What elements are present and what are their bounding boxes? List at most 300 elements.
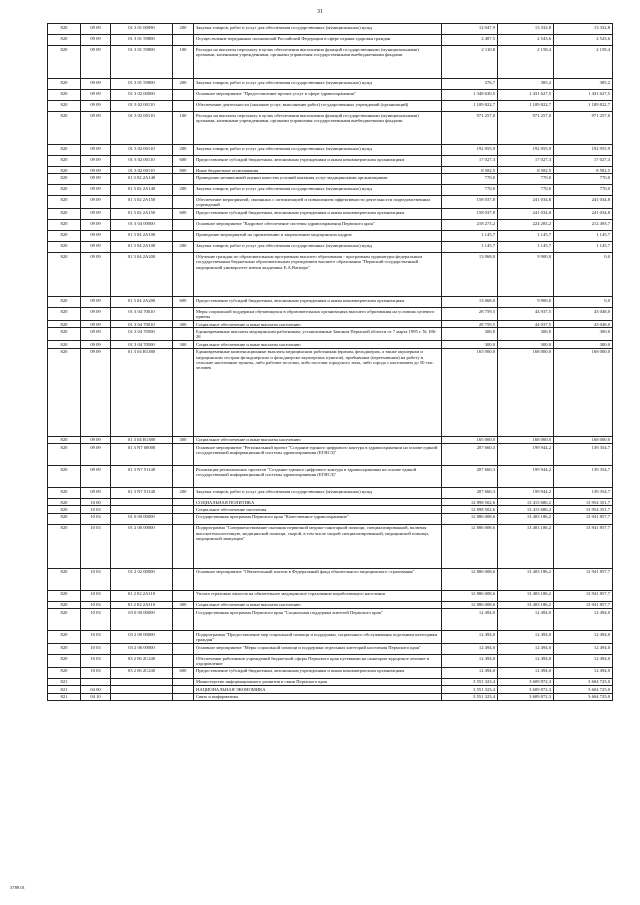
row-name: СОЦИАЛЬНАЯ ПОЛИТИКА [194,499,442,506]
row-amount-year3: 3 604 725,0 [554,686,613,693]
row-grbs: 820 [48,348,81,436]
row-target-article: 01 2 02 00000 [111,568,173,590]
table-row [48,35,613,46]
row-amount-year1: 300,0 [442,328,498,341]
row-amount-year2: 168 000,0 [498,436,554,443]
row-section: 09 09 [81,112,111,145]
row-amount-year2: 300,0 [498,328,554,341]
row-name: Предоставление субсидий бюджетным, автономным учреждениям и иным некоммерческим организациям [194,209,442,220]
row-amount-year2: 3 609 872,3 [498,693,554,700]
row-expense-type [173,693,194,700]
row-amount-year1: 12 494,0 [442,667,498,678]
row-target-article: 01 2 02 2А110 [111,601,173,608]
row-name: Единовременные выплаты медицинским работникам, установленные Законом Пермской области от 7 марта 1995 г. № 186-28 [194,328,442,341]
row-amount-year2: 13 415 680,2 [498,499,554,506]
row-section: 10 03 [81,644,111,655]
row-target-article: 01 3 02 2А150 [111,196,173,209]
table-row [48,308,613,321]
row-grbs: 820 [48,631,81,644]
table-row [48,90,613,101]
row-expense-type [173,686,194,693]
row-name: Обучение граждан по образовательным программам высшего образования - программам ординатуры федеральным государственным бюджетным образовательным учреждением высшего образования "Пермский государственный медицинский университет имени академика Е.А.Вагнера" [194,253,442,297]
row-target-article: 01 3 04 70500 [111,328,173,341]
row-expense-type [173,590,194,601]
row-amount-year2: 199 944,2 [498,488,554,499]
table-row [48,253,613,297]
row-amount-year2: 9 900,0 [498,297,554,308]
row-section: 09 09 [81,167,111,174]
row-section: 09 09 [81,328,111,341]
row-amount-year2: 44 937,5 [498,308,554,321]
row-amount-year2: 2 158,4 [498,46,554,79]
row-section: 10 03 [81,513,111,524]
row-expense-type: 300 [173,436,194,443]
row-amount-year2: 241 034,8 [498,209,554,220]
row-grbs: 820 [48,101,81,112]
row-name: Закупка товаров, работ и услуг для обеспечения государственных (муниципальных) нужд [194,24,442,35]
row-amount-year3: 168 000,0 [554,436,613,443]
row-section: 10 03 [81,601,111,608]
row-name: Подпрограмма "Предоставление мер социальной помощи и поддержки, социального обслуживания отдельным категориям граждан" [194,631,442,644]
row-amount-year1: 12 886 008,6 [442,524,498,568]
row-amount-year3: 241 034,8 [554,196,613,209]
row-grbs: 820 [48,167,81,174]
table-row [48,220,613,231]
row-section: 10 03 [81,609,111,631]
row-amount-year1: 207 660,3 [442,444,498,466]
row-section: 10 03 [81,667,111,678]
row-grbs: 820 [48,297,81,308]
row-section: 09 09 [81,444,111,466]
row-grbs: 820 [48,242,81,253]
row-target-article: 01 3 02 2А140 [111,185,173,196]
row-amount-year1: 165 000,0 [442,348,498,436]
row-grbs: 820 [48,253,81,297]
row-amount-year1: 1 145,7 [442,242,498,253]
row-target-article: 01 3 02 2А150 [111,209,173,220]
row-expense-type: 200 [173,145,194,156]
row-amount-year1: 12 494,0 [442,644,498,655]
row-amount-year1: 770,0 [442,174,498,185]
row-amount-year3: 770,0 [554,174,613,185]
row-expense-type: 600 [173,667,194,678]
row-amount-year3: 212 493,7 [554,220,613,231]
row-amount-year1: 12 494,0 [442,655,498,668]
row-amount-year3: 0,0 [554,297,613,308]
row-amount-year3: 1 145,7 [554,231,613,242]
table-row [48,644,613,655]
row-amount-year1: 300,0 [442,341,498,348]
row-name: Расходы на выплаты персоналу в целях обеспечения выполнения функций государственными (муниципальными) органами, казенными учреждениями, органами управления государственными внебюджетными фондами [194,46,442,79]
table-row [48,79,613,90]
row-name: Закупка товаров, работ и услуг для обеспечения государственных (муниципальных) нужд [194,145,442,156]
row-amount-year3: 43 048,0 [554,308,613,321]
row-amount-year2: 13 403 186,2 [498,601,554,608]
row-section: 10 03 [81,524,111,568]
row-grbs: 820 [48,308,81,321]
table-row [48,499,613,506]
table-row [48,231,613,242]
row-name: Расходы на выплаты персоналу в целях обеспечения выполнения функций государственными (муниципальными) органами, казенными учреждениями, органами управления государственными внебюджетными фондами [194,112,442,145]
row-amount-year3: 1 145,7 [554,242,613,253]
table-row [48,466,613,488]
row-name: Предоставление субсидий бюджетным, автономным учреждениям и иным некоммерческим организациям [194,156,442,167]
row-section: 09 09 [81,185,111,196]
footer-code: 3789.01 [10,885,25,890]
row-section: 09 09 [81,79,111,90]
row-name: Подпрограмма "Совершенствование оказания первичной медико-санитарной помощи, специализированной, включая высокотехнологичную, медицинской помощи, скорой, в том числе скорой специализированной, медицинской помощи, медицинской эвакуации" [194,524,442,568]
row-grbs: 820 [48,156,81,167]
row-grbs: 820 [48,24,81,35]
row-expense-type: 300 [173,321,194,328]
row-amount-year3: 12 494,0 [554,609,613,631]
row-section: 09 09 [81,174,111,185]
row-amount-year3: 168 000,0 [554,348,613,436]
row-amount-year2: 13 403 186,2 [498,590,554,601]
table-row [48,167,613,174]
row-amount-year3: 13 941 857,7 [554,601,613,608]
row-target-article: 01 3 04 2А100 [111,231,173,242]
table-row [48,185,613,196]
row-amount-year2: 1 145,7 [498,242,554,253]
row-amount-year2: 12 494,0 [498,644,554,655]
row-grbs: 820 [48,341,81,348]
row-grbs: 821 [48,693,81,700]
row-section: 10 00 [81,499,111,506]
row-amount-year1: 12 047,9 [442,24,498,35]
row-name: Проведение мероприятий по привлечению и закреплению медицинских кадров [194,231,442,242]
row-name: Единовременные компенсационные выплаты медицинским работникам (врачам, фельдшерам, а также акушеркам и медицинским сестрам фельдшерских и фельдшерско-акушерских пунктов), прибывшим (переехавшим) на работу в сельские населенные пункты, либо рабочие поселки, либо поселки городского типа, либо города с населением до 50 тыс. человек [194,348,442,436]
row-amount-year1: 3 551 323,4 [442,678,498,685]
row-amount-year1: 158 037,8 [442,209,498,220]
row-name: Закупка товаров, работ и услуг для обеспечения государственных (муниципальных) нужд [194,79,442,90]
row-grbs: 820 [48,436,81,443]
row-amount-year1: 192 955,9 [442,145,498,156]
row-target-article: 01 3 04 00000 [111,220,173,231]
row-section [81,678,111,685]
row-target-article: 01 3 01 59800 [111,46,173,79]
row-amount-year1: 1 145,7 [442,231,498,242]
row-amount-year3: 12 494,0 [554,667,613,678]
row-expense-type: 600 [173,297,194,308]
row-expense-type: 600 [173,156,194,167]
row-amount-year2: 9 900,0 [498,253,554,297]
row-grbs: 820 [48,524,81,568]
table-row [48,524,613,568]
row-target-article: 01 2 02 2А110 [111,590,173,601]
row-target-article: 01 3 04 R1380 [111,436,173,443]
row-expense-type: 200 [173,185,194,196]
row-amount-year1: 376,7 [442,79,498,90]
row-name: Министерство информационного развития и связи Пермского края [194,678,442,685]
row-grbs: 821 [48,686,81,693]
row-amount-year2: 13 403 186,2 [498,513,554,524]
row-section: 09 09 [81,297,111,308]
row-expense-type: 100 [173,46,194,79]
row-target-article: 03 2 00 00000 [111,631,173,644]
table-row [48,328,613,341]
table-row [48,678,613,685]
row-amount-year2: 17 027,3 [498,156,554,167]
table-row [48,590,613,601]
row-amount-year2: 168 000,0 [498,348,554,436]
row-expense-type [173,348,194,436]
row-name: Связь и информатика [194,693,442,700]
row-section: 09 09 [81,348,111,436]
row-amount-year1: 8 582,5 [442,167,498,174]
row-target-article [111,678,173,685]
row-amount-year3: 17 027,3 [554,156,613,167]
row-grbs: 820 [48,601,81,608]
row-grbs: 820 [48,231,81,242]
table-row [48,693,613,700]
row-target-article: 03 2 06 2С240 [111,655,173,668]
row-amount-year1: 17 027,3 [442,156,498,167]
table-row [48,174,613,185]
row-name: Закупка товаров, работ и услуг для обеспечения государственных (муниципальных) нужд [194,488,442,499]
row-name: НАЦИОНАЛЬНАЯ ЭКОНОМИКА [194,686,442,693]
row-amount-year2: 12 494,0 [498,667,554,678]
row-amount-year2: 44 937,5 [498,321,554,328]
row-amount-year3: 43 048,0 [554,321,613,328]
row-amount-year3: 192 955,9 [554,145,613,156]
row-amount-year3: 971 257,0 [554,112,613,145]
row-expense-type [173,90,194,101]
row-section: 09 09 [81,436,111,443]
row-name: Предоставление субсидий бюджетным, автономным учреждениям и иным некоммерческим организациям [194,297,442,308]
table-row [48,145,613,156]
row-amount-year3: 13 941 857,7 [554,568,613,590]
row-amount-year2: 385,2 [498,79,554,90]
row-grbs: 820 [48,321,81,328]
row-amount-year1: 13 068,0 [442,253,498,297]
row-amount-year1: 971 257,0 [442,112,498,145]
row-expense-type [173,174,194,185]
row-amount-year3: 0,0 [554,253,613,297]
row-amount-year3: 13 954 351,7 [554,499,613,506]
row-name: Государственная программа Пермского края "Качественное здравоохранение" [194,513,442,524]
budget-table [47,23,613,701]
row-target-article: 01 3 04 2А200 [111,297,173,308]
row-name: Закупка товаров, работ и услуг для обеспечения государственных (муниципальных) нужд [194,242,442,253]
table-row [48,444,613,466]
row-expense-type: 200 [173,242,194,253]
row-amount-year1: 13 068,0 [442,297,498,308]
row-amount-year3: 241 034,8 [554,209,613,220]
row-amount-year2: 1 145,7 [498,231,554,242]
table-row [48,101,613,112]
table-row [48,513,613,524]
row-amount-year2: 12 494,0 [498,609,554,631]
row-amount-year3: 139 354,7 [554,466,613,488]
row-grbs: 820 [48,655,81,668]
row-amount-year2: 770,0 [498,174,554,185]
row-amount-year1: 12 886 008,6 [442,568,498,590]
row-grbs: 820 [48,590,81,601]
row-grbs: 820 [48,174,81,185]
row-name: Основное мероприятие "Предоставление прочих услуг в сфере здравоохранения" [194,90,442,101]
row-target-article: 01 3 04 70500 [111,341,173,348]
row-name: Реализация региональных проектов "Создание единого цифрового контура в здравоохранении на основе единой государственной информационной системы здравоохранения (ЕГИСЗ)" [194,466,442,488]
row-target-article [111,686,173,693]
row-grbs: 820 [48,667,81,678]
row-grbs: 820 [48,328,81,341]
row-grbs: 820 [48,79,81,90]
row-target-article: 01 3 01 00090 [111,24,173,35]
row-amount-year3: 2 543,6 [554,35,613,46]
row-grbs: 820 [48,506,81,513]
row-grbs: 820 [48,112,81,145]
row-amount-year1: 12 494,0 [442,609,498,631]
row-expense-type [173,196,194,209]
row-name: Меры социальной поддержки обучающихся в образовательных организациях высшего образования на условиях целевого приема [194,308,442,321]
row-name: Предоставление субсидий бюджетным, автономным учреждениям и иным некоммерческим организациям [194,667,442,678]
row-target-article: 01 3 N7 51140 [111,466,173,488]
row-amount-year3: 12 494,0 [554,655,613,668]
row-amount-year1: 3 551 323,4 [442,693,498,700]
table-row [48,112,613,145]
row-name: Социальное обеспечение населения [194,506,442,513]
row-amount-year2: 1 189 822,7 [498,101,554,112]
row-amount-year2: 300,0 [498,341,554,348]
table-row [48,488,613,499]
row-expense-type [173,231,194,242]
row-section: 04 00 [81,686,111,693]
row-amount-year3: 770,0 [554,185,613,196]
table-row [48,667,613,678]
row-amount-year1: 28 759,5 [442,321,498,328]
row-amount-year2: 13 332,8 [498,24,554,35]
row-target-article: 01 3 N7 00000 [111,444,173,466]
row-name: Основное мероприятие "Региональный проект "Создание единого цифрового контура в здравоохранении на основе единой государственной информационной системы здравоохранения (ЕГИСЗ)" [194,444,442,466]
row-target-article: 01 3 04 2А100 [111,242,173,253]
row-grbs: 820 [48,196,81,209]
table-row [48,655,613,668]
page-number: 31 [317,9,323,15]
row-amount-year2: 971 257,0 [498,112,554,145]
row-amount-year3: 3 604 725,0 [554,693,613,700]
row-grbs: 820 [48,644,81,655]
row-expense-type [173,444,194,466]
row-amount-year2: 192 955,9 [498,145,554,156]
row-target-article: 01 3 02 00110 [111,156,173,167]
row-grbs: 820 [48,513,81,524]
row-name: Иные бюджетные ассигнования [194,167,442,174]
row-amount-year3: 13 332,8 [554,24,613,35]
row-expense-type [173,220,194,231]
row-name: Социальное обеспечение и иные выплаты населению [194,436,442,443]
table-row [48,209,613,220]
row-grbs: 821 [48,678,81,685]
row-grbs: 820 [48,220,81,231]
row-target-article [111,693,173,700]
row-expense-type [173,644,194,655]
row-target-article: 01 3 02 00110 [111,101,173,112]
row-expense-type: 300 [173,341,194,348]
row-amount-year3: 13 941 857,7 [554,513,613,524]
row-expense-type [173,506,194,513]
row-amount-year2: 199 944,2 [498,466,554,488]
row-amount-year3: 1 189 822,7 [554,101,613,112]
row-amount-year1: 218 273,2 [442,220,498,231]
row-target-article: 01 3 04 70010 [111,308,173,321]
row-target-article: 01 3 02 00110 [111,112,173,145]
row-grbs: 820 [48,609,81,631]
row-name: Социальное обеспечение и иные выплаты населению [194,321,442,328]
row-name: Обеспечение работников учреждений бюджетной сферы Пермского края путевками на санаторно-курортное лечение и оздоровление [194,655,442,668]
row-amount-year3: 139 354,7 [554,444,613,466]
row-section: 09 09 [81,466,111,488]
row-expense-type [173,466,194,488]
row-amount-year2: 12 494,0 [498,631,554,644]
row-amount-year2: 13 415 680,2 [498,506,554,513]
row-amount-year2: 224 283,2 [498,220,554,231]
row-amount-year1: 2 110,8 [442,46,498,79]
row-amount-year1: 12 898 502,6 [442,499,498,506]
row-name: Обеспечение мероприятий, связанных с оптимизацией и повышением эффективности деятельности подведомственных учреждений [194,196,442,209]
row-expense-type [173,609,194,631]
row-target-article: 01 3 04 2А200 [111,253,173,297]
row-target-article [111,499,173,506]
table-row [48,196,613,209]
row-section: 09 09 [81,341,111,348]
row-amount-year1: 158 037,8 [442,196,498,209]
row-amount-year2: 13 403 186,2 [498,568,554,590]
table-row [48,686,613,693]
row-amount-year3: 2 158,4 [554,46,613,79]
row-grbs: 820 [48,499,81,506]
table-row [48,506,613,513]
row-section: 09 09 [81,220,111,231]
row-amount-year1: 165 000,0 [442,436,498,443]
row-amount-year1: 12 494,0 [442,631,498,644]
row-expense-type [173,678,194,685]
row-amount-year2: 2 543,6 [498,35,554,46]
row-amount-year1: 12 898 502,6 [442,506,498,513]
table-row [48,46,613,79]
row-section: 10 03 [81,590,111,601]
row-amount-year1: 1 348 630,5 [442,90,498,101]
row-amount-year1: 1 189 822,7 [442,101,498,112]
row-section: 04 10 [81,693,111,700]
row-name: Уплата страховых взносов на обязательное медицинское страхование неработающего населения [194,590,442,601]
row-grbs: 820 [48,209,81,220]
row-target-article: 01 3 02 00000 [111,90,173,101]
row-amount-year3: 3 604 725,0 [554,678,613,685]
row-expense-type [173,655,194,668]
row-amount-year2: 199 944,2 [498,444,554,466]
row-amount-year1: 207 660,3 [442,488,498,499]
row-section: 09 09 [81,321,111,328]
row-grbs: 820 [48,466,81,488]
row-target-article: 01 3 04 70010 [111,321,173,328]
row-amount-year1: 12 886 008,6 [442,590,498,601]
row-name: Обеспечение деятельности (оказание услуг, выполнение работ) государственных учреждений (организаций) [194,101,442,112]
row-amount-year3: 300,0 [554,341,613,348]
table-row [48,601,613,608]
row-amount-year2: 12 494,0 [498,655,554,668]
row-target-article: 01 0 00 00000 [111,513,173,524]
row-amount-year3: 139 354,7 [554,488,613,499]
row-expense-type: 300 [173,601,194,608]
row-section: 09 09 [81,209,111,220]
row-amount-year1: 12 886 008,6 [442,513,498,524]
row-section: 10 03 [81,506,111,513]
row-name: Основное мероприятие "Обязательный платеж в Федеральный фонд обязательного медицинского страхования" [194,568,442,590]
row-name: Социальное обеспечение и иные выплаты населению [194,341,442,348]
row-name: Основное мероприятие "Кадровое обеспечение системы здравоохранения Пермского края" [194,220,442,231]
row-expense-type [173,101,194,112]
